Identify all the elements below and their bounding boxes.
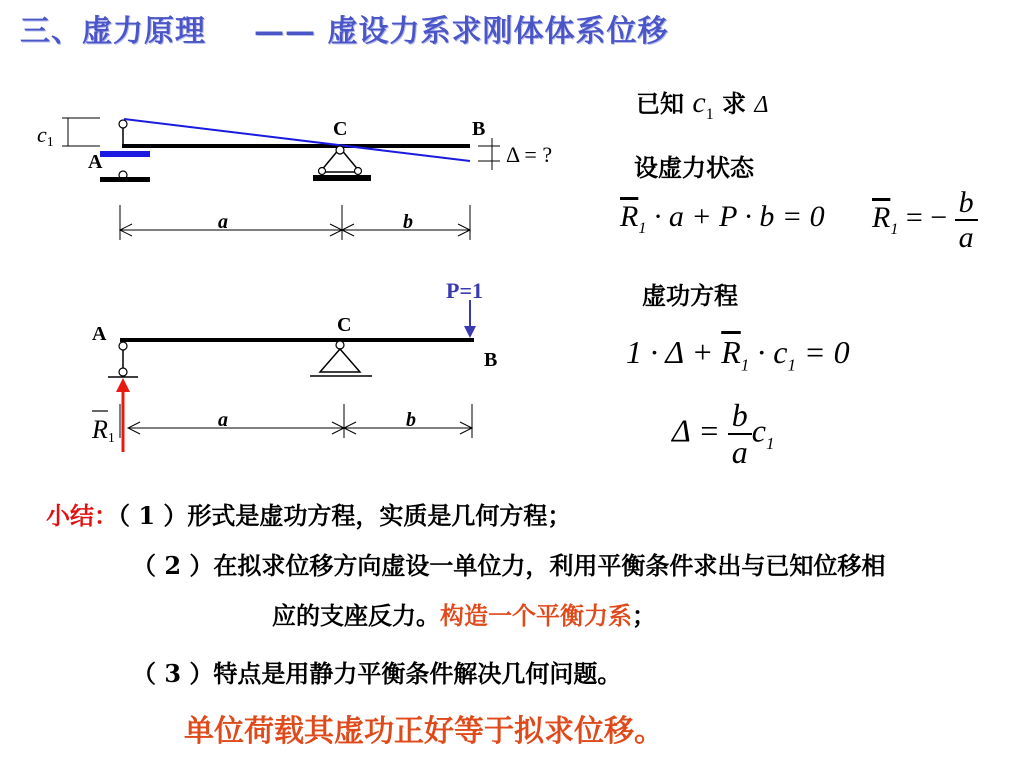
support-a-top-hinge bbox=[119, 120, 127, 128]
summary-item-3: （ 3 ）特点是用静力平衡条件解决几何问题。 bbox=[132, 659, 622, 688]
label-c-2: C bbox=[337, 314, 352, 336]
reaction-arrow-head bbox=[116, 378, 130, 392]
summary-label: 小结： bbox=[46, 501, 118, 530]
virtual-work-equation: $1 \cdot \Delta + \overline{R}_1 \cdot c_1 = 0$ bbox=[626, 334, 850, 375]
support2-a-hinge bbox=[119, 368, 127, 376]
support2-a-top-hinge bbox=[119, 342, 127, 350]
reaction-label: R1 bbox=[92, 415, 115, 446]
dim1-b-label: b bbox=[403, 211, 413, 233]
load-label: P=1 bbox=[446, 278, 483, 303]
diagram-displacement-state bbox=[37, 118, 552, 240]
support-c-roller-right bbox=[355, 168, 362, 175]
given-statement: 已知 $c_1$ 求 Δ bbox=[636, 86, 769, 123]
title-main: 三、虚力原理 bbox=[20, 14, 206, 49]
dim2-a-label: a bbox=[218, 409, 228, 431]
dim2-b-label: b bbox=[406, 409, 416, 431]
reaction-result-equation: $\overline{R}_1$ = − $\frac{b}{a}$ bbox=[872, 186, 978, 254]
load-arrow-head bbox=[464, 326, 476, 338]
label-b-1: B bbox=[472, 118, 486, 140]
support2-c-triangle bbox=[320, 349, 360, 372]
label-c-1: C bbox=[333, 118, 348, 140]
support-a-ground bbox=[100, 177, 150, 182]
balanced-force-system-highlight: 构造一个平衡力系 bbox=[440, 601, 632, 630]
title-sub: —— 虚设力系求刚体体系位移 bbox=[254, 14, 669, 49]
c1-label: c1 bbox=[37, 122, 54, 150]
summary-item-2-line-1: （ 2 ）在拟求位移方向虚设一单位力，利用平衡条件求出与已知位移相 bbox=[132, 551, 886, 580]
work-equation-heading: 虚功方程 bbox=[642, 281, 738, 310]
displaced-beam-line bbox=[124, 119, 470, 161]
dim1-a-label: a bbox=[218, 211, 228, 233]
conclusion: 单位荷载其虚功正好等于拟求位移。 bbox=[184, 714, 664, 749]
summary-item-1: 小结：（ 1 ）形式是虚功方程，实质是几何方程； bbox=[46, 501, 572, 530]
delta-label: Δ = ? bbox=[506, 142, 553, 167]
label-b-2: B bbox=[484, 349, 498, 371]
equilibrium-equation: $\overline{R}_1 \cdot a + P \cdot b = 0$ bbox=[620, 200, 825, 237]
support-c-ground bbox=[313, 175, 371, 181]
support2-c-hinge bbox=[336, 341, 344, 349]
virtual-state-heading: 设虚力状态 bbox=[634, 153, 754, 182]
displacement-result-equation: Δ = $\frac{b}{a}$ $c_1$ bbox=[672, 397, 775, 471]
diagram-virtual-force-state bbox=[91, 278, 497, 452]
label-a-1: A bbox=[88, 151, 103, 173]
support-c-roller-left bbox=[319, 168, 326, 175]
support-c-hinge bbox=[336, 146, 344, 154]
support-a-displaced-base bbox=[100, 151, 150, 157]
label-a-2: A bbox=[92, 323, 107, 345]
summary-item-2-line-2: 应的支座反力。构造一个平衡力系； bbox=[272, 601, 656, 630]
